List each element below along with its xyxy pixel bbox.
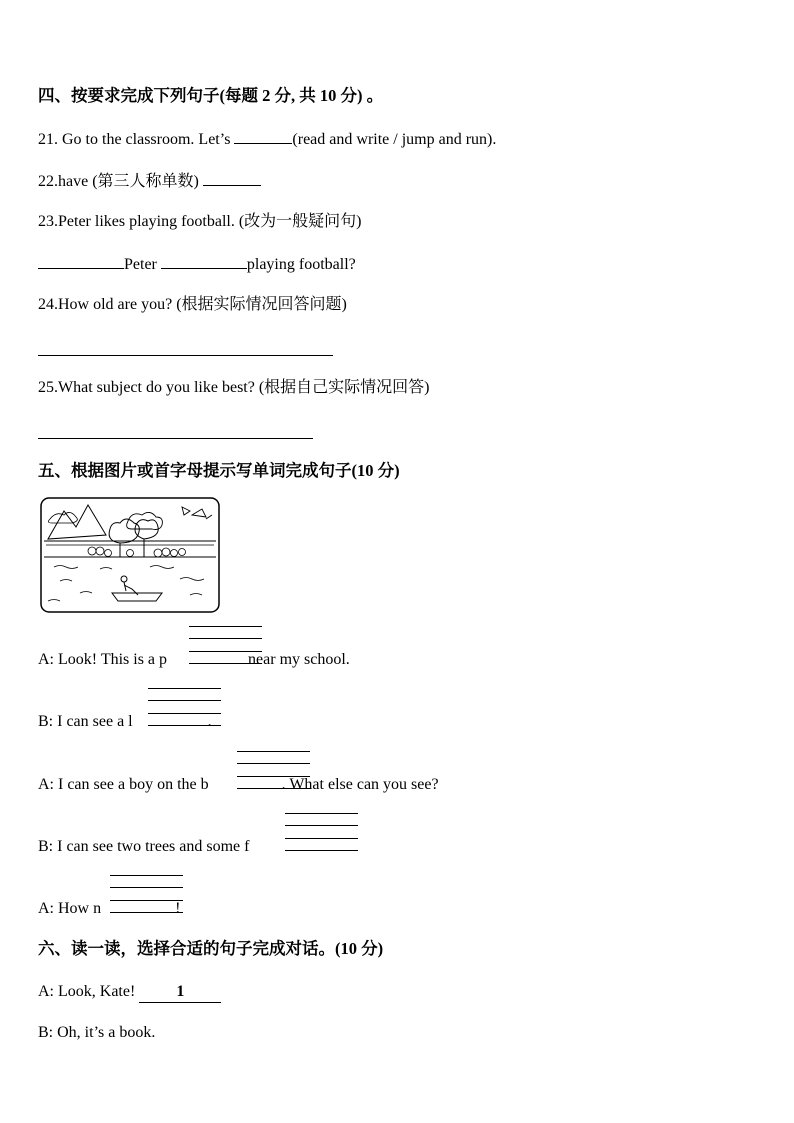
question-text: . Go to the classroom. Let’s xyxy=(54,131,235,148)
answer-blank[interactable] xyxy=(38,254,124,269)
question-text-tail: (read and write / jump and run). xyxy=(292,131,497,148)
dialogue-text-tail: . xyxy=(207,713,212,730)
question-text: .What subject do you like best? (根据自己实际情况回答) xyxy=(54,379,430,396)
question-text: .How old are you? (根据实际情况回答问题) xyxy=(54,296,347,313)
answer-word: playing football? xyxy=(246,256,356,273)
dialogue-line-2 xyxy=(38,712,212,732)
question-number: 24 xyxy=(38,296,54,313)
writing-guide[interactable] xyxy=(285,813,358,851)
answer-blank[interactable] xyxy=(161,254,247,269)
answer-line[interactable] xyxy=(38,355,333,356)
question-text: .Peter likes playing football. (改为一般疑问句) xyxy=(54,213,362,230)
question-23-answer-line xyxy=(38,254,356,275)
dialogue-line-3 xyxy=(38,775,439,795)
section-6-heading: 六、读一读，选择合适的句子完成对话。(10 分) xyxy=(38,939,384,958)
question-number: 22 xyxy=(38,173,54,190)
dialogue-text-tail: near my school. xyxy=(244,651,350,668)
dialogue-text: A: Look! This is a p xyxy=(38,651,168,668)
question-number: 21 xyxy=(38,131,54,148)
question-number: 23 xyxy=(38,213,54,230)
question-21 xyxy=(38,129,496,150)
question-23 xyxy=(38,212,362,232)
dialogue-text: A: Look, Kate! xyxy=(38,983,140,1000)
dialogue-6-line-1 xyxy=(38,982,221,1003)
answer-word: Peter xyxy=(124,256,161,273)
dialogue-text: A: How n xyxy=(38,900,102,917)
question-text: .have (第三人称单数) xyxy=(54,173,203,190)
question-22 xyxy=(38,171,261,192)
question-number: 25 xyxy=(38,379,54,396)
dialogue-text-tail: ! xyxy=(175,900,181,917)
dialogue-text-tail: . What else can you see? xyxy=(281,776,439,793)
answer-line[interactable] xyxy=(38,438,313,439)
answer-blank[interactable] xyxy=(203,171,261,186)
dialogue-line-1 xyxy=(38,650,350,670)
answer-blank[interactable] xyxy=(234,129,292,144)
section-4-heading: 四、按要求完成下列句子(每题 2 分, 共 10 分) 。 xyxy=(38,86,384,105)
dialogue-line-5 xyxy=(38,899,180,919)
dialogue-text: A: I can see a boy on the b xyxy=(38,776,209,793)
dialogue-text: B: I can see a l xyxy=(38,713,133,730)
question-25 xyxy=(38,378,430,398)
dialogue-text: B: I can see two trees and some f xyxy=(38,838,250,855)
dialogue-6-line-2: B: Oh, it’s a book. xyxy=(38,1024,156,1041)
dialogue-line-4 xyxy=(38,837,249,857)
section-5-heading: 五、根据图片或首字母提示写单词完成句子(10 分) xyxy=(38,461,400,480)
park-lake-picture xyxy=(40,497,220,613)
question-24 xyxy=(38,295,347,315)
answer-blank-numbered[interactable]: 1 xyxy=(139,982,221,1003)
